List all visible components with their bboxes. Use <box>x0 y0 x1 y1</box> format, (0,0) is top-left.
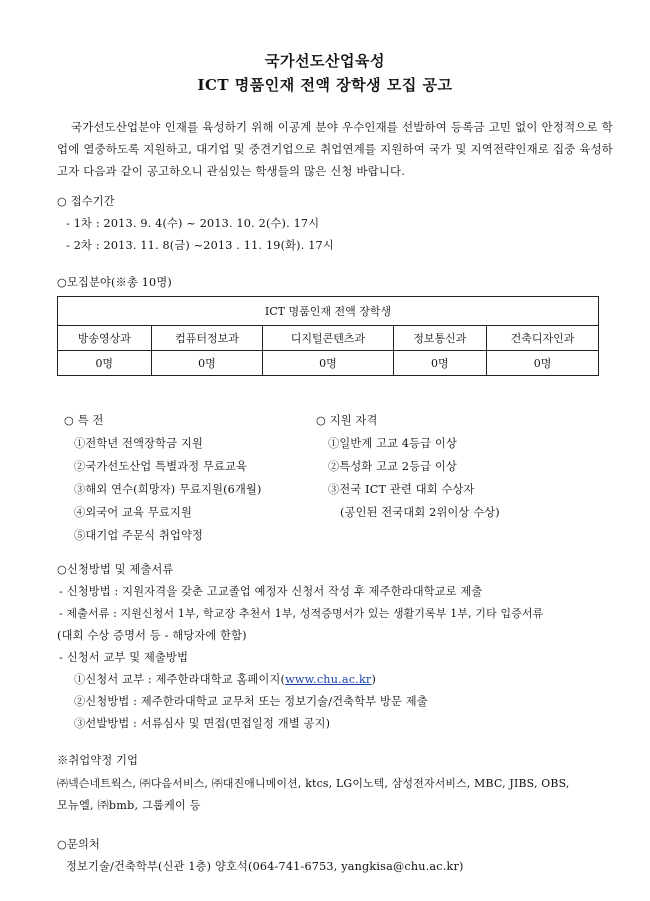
period-item-1: - 1차 : 2013. 9. 4(수) ~ 2013. 10. 2(수). 17시 <box>66 217 320 230</box>
qualification-item: ③전국 ICT 관련 대회 수상자 <box>328 483 475 496</box>
application-step-2: ②신청방법 : 제주한라대학교 교무처 또는 정보기술/건축학부 방문 제출 <box>74 695 428 708</box>
recruit-table-title: ICT 명품인재 전액 장학생 <box>58 297 599 326</box>
count-cell: 0명 <box>487 351 599 376</box>
count-cell: 0명 <box>263 351 393 376</box>
department-cell: 건축디자인과 <box>487 326 599 351</box>
title-line-2: ICT 명품인재 전액 장학생 모집 공고 <box>197 76 453 94</box>
benefit-item: ③해외 연수(희망자) 무료지원(6개월) <box>74 483 262 496</box>
department-cell: 정보통신과 <box>393 326 487 351</box>
benefit-item: ④외국어 교육 무료지원 <box>74 506 192 519</box>
count-cell: 0명 <box>58 351 152 376</box>
application-documents-note: (대회 수상 증명서 등 - 해당자에 한함) <box>57 629 247 642</box>
count-cell: 0명 <box>393 351 487 376</box>
application-documents: - 제출서류 : 지원신청서 1부, 학교장 추천서 1부, 성적증명서가 있는 생활기록부 1부, 기타 입증서류 <box>59 607 544 620</box>
application-step-1: ①신청서 교부 : 제주한라대학교 홈페이지(www.chu.ac.kr) <box>74 673 377 686</box>
department-cell: 컴퓨터정보과 <box>151 326 263 351</box>
application-sub-heading: - 신청서 교부 및 제출방법 <box>59 651 189 664</box>
application-step-3: ③선발방법 : 서류심사 및 면접(면접일정 개별 공지) <box>74 717 331 730</box>
contact-heading: ○문의처 <box>57 838 100 851</box>
benefits-heading: ○ 특 전 <box>64 414 104 427</box>
qualifications-heading: ○ 지원 자격 <box>316 414 378 427</box>
department-cell: 디지털콘텐츠과 <box>263 326 393 351</box>
qualification-item: (공인된 전국대회 2위이상 수상) <box>340 506 500 519</box>
companies-line-1: ㈜넥슨네트웍스, ㈜다음서비스, ㈜대진애니메이션, ktcs, LG이노텍, 삼성전자서비스, MBC, JIBS, OBS, <box>57 777 570 790</box>
homepage-link[interactable]: www.chu.ac.kr <box>285 673 372 686</box>
title-line-1: 국가선도산업육성 <box>265 52 385 70</box>
contact-detail: 정보기술/건축학부(신관 1층) 양호석(064-741-6753, yangkisa@chu.ac.kr) <box>66 860 464 873</box>
benefit-item: ①전학년 전액장학금 지원 <box>74 437 203 450</box>
recruit-table <box>57 296 599 376</box>
fields-heading: ○모집분야(※총 10명) <box>57 276 172 289</box>
companies-heading: ※취업약정 기업 <box>57 754 139 767</box>
qualification-item: ①일반계 고교 4등급 이상 <box>328 437 458 450</box>
count-cell: 0명 <box>151 351 263 376</box>
benefit-item: ⑤대기업 주문식 취업약정 <box>74 529 203 542</box>
period-item-2: - 2차 : 2013. 11. 8(금) ~2013 . 11. 19(화). 17시 <box>66 239 334 252</box>
companies-line-2: 모뉴엘, ㈜bmb, 그룹케이 등 <box>57 799 201 812</box>
application-method: - 신청방법 : 지원자격을 갖춘 고교졸업 예정자 신청서 작성 후 제주한라대학교로 제출 <box>59 585 483 598</box>
application-heading: ○신청방법 및 제출서류 <box>57 563 174 576</box>
department-cell: 방송영상과 <box>58 326 152 351</box>
benefit-item: ②국가선도산업 특별과정 무료교육 <box>74 460 248 473</box>
period-heading: ○ 접수기간 <box>57 195 115 208</box>
intro-paragraph: 국가선도산업분야 인재를 육성하기 위해 이공계 분야 우수인재를 선발하여 등록금 고민 없이 안정적으로 학업에 열중하도록 지원하고, 대기업 및 중견기업으로 취업연계를 지원하여 국가 및 지역전략인재로 집중 육성하고자 다음과 같이 공고하오니 관심있는 학생들의 많은 신청 바랍니다. <box>57 120 613 178</box>
qualification-item: ②특성화 고교 2등급 이상 <box>328 460 458 473</box>
